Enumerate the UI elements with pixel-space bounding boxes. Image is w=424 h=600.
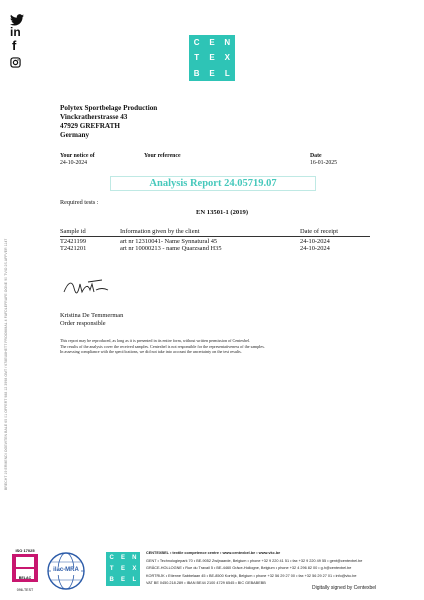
disclaimer xyxy=(60,338,380,355)
logo-letter: N xyxy=(224,38,231,48)
test-standard: EN 13501-1 (2019) xyxy=(196,209,249,216)
logo-letter: E xyxy=(209,53,215,63)
table-row xyxy=(60,237,370,245)
company-name: Polytex Sportbelage Production xyxy=(60,104,158,112)
column-header: Sample id xyxy=(60,228,120,237)
date-value: 16-01-2025 xyxy=(310,160,338,166)
country: Germany xyxy=(60,131,90,139)
table-row xyxy=(60,245,370,253)
notice-label: Your notice of xyxy=(60,153,95,159)
footer-line: KORTRIJK • Etienne Sabbelaan 45 • BE-8500 Kortrijk, Belgium • phone +32 56 29 27 00 • fax +32 56 29 27 01 • info@vkc.be xyxy=(146,573,357,578)
logo-letter: B xyxy=(193,68,200,78)
notice-value: 24-10-2024 xyxy=(60,160,88,166)
logo-letter: E xyxy=(209,38,215,48)
sample-id: T2421199 xyxy=(60,237,87,245)
disclaimer-line: This report may be reproduced, as long as it is presented in its entire form, without written permission of Centexbel. xyxy=(60,338,251,343)
facebook-icon[interactable]: f xyxy=(12,38,17,53)
logo-letter: X xyxy=(224,53,230,63)
logo-letter: C xyxy=(193,38,200,48)
disclaimer-line: In assessing compliance with the specifications, we did not take into account the uncertainty on the test results. xyxy=(60,349,242,355)
disclaimer-line: The results of the analysis cover the received samples. Centexbel is not responsible for the representativeness of the samples. xyxy=(60,343,265,349)
footer-line: CENTEXBEL • textile competence centre • www.centexbel.be • www.vkc.be xyxy=(146,551,281,555)
table-header-row xyxy=(60,228,370,237)
required-tests-label: Required tests : xyxy=(60,199,99,206)
logo-letter: T xyxy=(194,53,200,63)
belac-accreditation-badge xyxy=(10,548,40,594)
street: Vinckratherstrasse 43 xyxy=(60,113,128,121)
report-title: Analysis Report 24.05719.07 xyxy=(110,176,316,191)
footer-contact xyxy=(146,550,386,588)
sample-id: T2421201 xyxy=(60,245,87,252)
iso-label: ISO 17025 xyxy=(15,548,35,553)
sample-info: art nr 12310041- Name Synnatural 45 xyxy=(120,237,218,245)
logo-letter: L xyxy=(224,68,230,78)
signatory-name: Kristina De Temmerman xyxy=(60,312,124,319)
date-label: Date xyxy=(310,153,322,159)
ilac-mra-badge xyxy=(46,551,86,591)
recipient-address xyxy=(60,104,157,140)
samples-table xyxy=(60,228,370,252)
side-legal-text: BRECHT 19 ERMENDI OGEWTEN BALE 65 01 OFFERT 988 12 3998 OMT / 678EU8HETT FROOMMAL 4 FAFDLEFRAFE OONE 90 TVIO 2S AFFVER 1147 xyxy=(4,238,8,490)
reference-label: Your reference xyxy=(144,153,181,159)
logo-letter: E xyxy=(209,68,215,78)
ilac-label: ilac-MRA xyxy=(53,567,79,573)
footer-line: VAT BE 0450.218.289 • IBAN BE44 2100 4729 6545 • BIC GEBABEBB xyxy=(146,581,266,585)
sample-info: art nr 10000213 - name Quarzsand H35 xyxy=(120,245,222,252)
column-header: Date of receipt xyxy=(300,228,370,237)
centexbel-footer-logo: C E N T E X B E L xyxy=(106,552,140,586)
instagram-icon[interactable] xyxy=(10,55,24,69)
footer-line: GRÂCE-HOLLOGNE • Rue du Travail 5 • BE-4460 Grâce-Hollogne, Belgium • phone +32 4 296 82 00 • g.h@centexbel.be xyxy=(146,566,352,570)
signatory-role: Order responsible xyxy=(60,320,106,327)
belac-label: BELAC xyxy=(18,576,32,580)
signature xyxy=(60,276,110,303)
column-header: Information given by the client xyxy=(120,228,300,237)
city: 47929 GREFRATH xyxy=(60,122,120,130)
linkedin-icon[interactable]: in xyxy=(10,25,21,39)
sample-date: 24-10-2024 xyxy=(300,237,330,245)
test-label: 096-TEST xyxy=(16,588,34,592)
digital-signature-note: Digitally signed by Centexbel xyxy=(312,585,377,591)
footer-line: GENT • Technologiepark 70 • BE-9052 Zwijnaarde, Belgium • phone +32 9 220 41 51 • fax +32 9 220 49 55 • gent@centexbel.be xyxy=(146,558,363,563)
centexbel-logo xyxy=(189,35,235,81)
sample-date: 24-10-2024 xyxy=(300,245,330,252)
